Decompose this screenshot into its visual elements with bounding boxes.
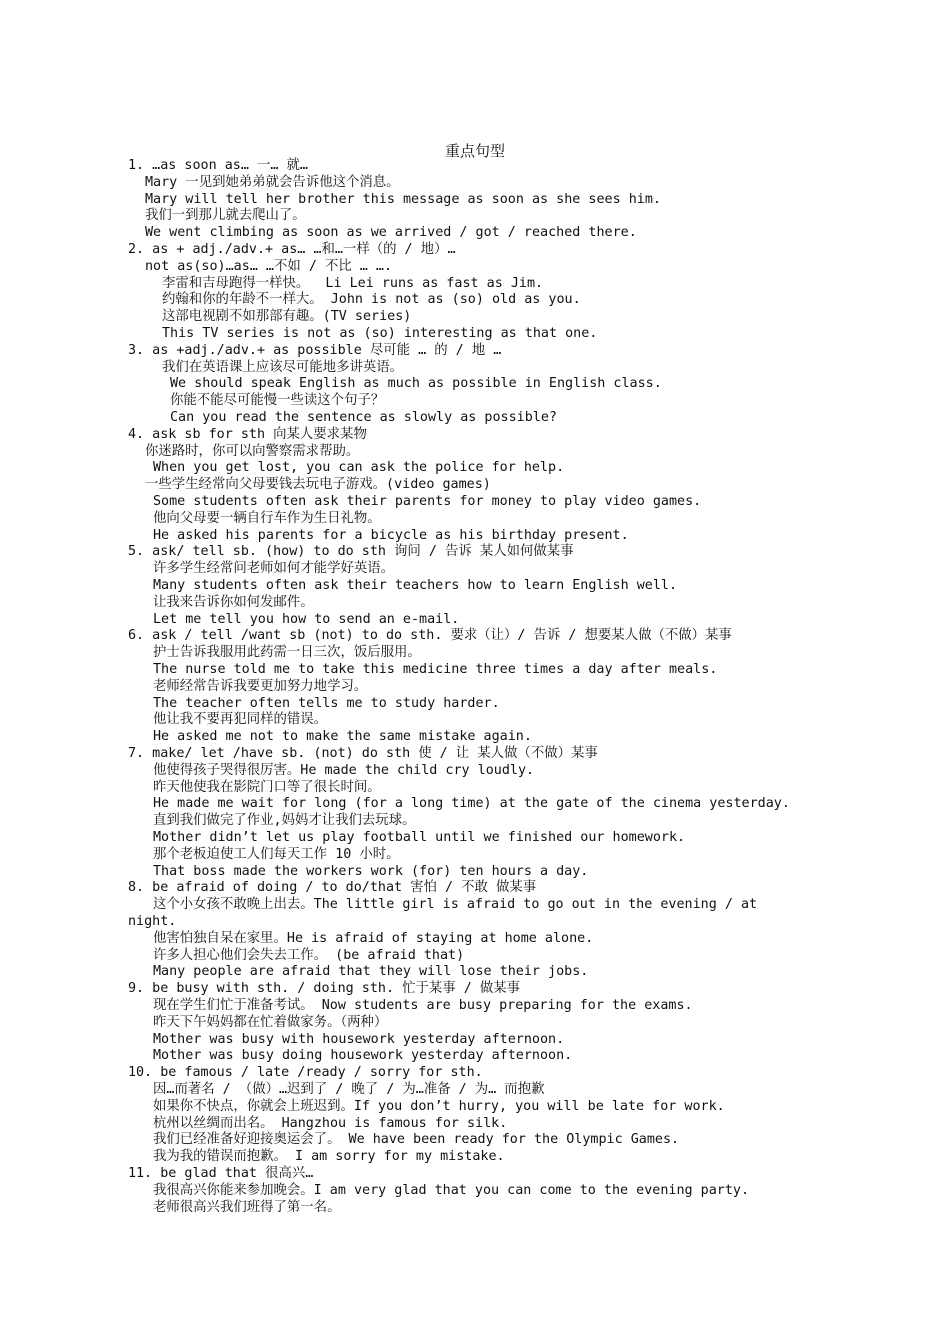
line: Mother was busy with housework yesterday afternoon. [153, 1032, 565, 1047]
line: He made me wait for long (for a long time) at the gate of the cinema yesterday. [153, 796, 790, 811]
line: We should speak English as much as possible in English class. [170, 376, 662, 391]
line: 约翰和你的年龄不一样大。 John is not as (so) old as you. [162, 292, 581, 307]
line: 他向父母要一辆自行车作为生日礼物。 [153, 511, 381, 526]
line: 一些学生经常向父母要钱去玩电子游戏。(video games) [145, 477, 491, 492]
line: 李雷和吉母跑得一样快。 Li Lei runs as fast as Jim. [162, 276, 544, 291]
line: Mother didn’t let us play football until we finished our homework. [153, 830, 686, 845]
line: 你迷路时，你可以向警察需求帮助。 [145, 444, 360, 459]
line: 11. be glad that 很高兴… [128, 1166, 314, 1181]
line: That boss made the workers work (for) ten hours a day. [153, 864, 589, 879]
line: 他使得孩子哭得很厉害。He made the child cry loudly. [153, 763, 535, 778]
line: Many students often ask their teachers how to learn English well. [153, 578, 678, 593]
line: 昨天他使我在影院门口等了很长时间。 [153, 780, 381, 795]
line: 我很高兴你能来参加晚会。I am very glad that you can come to the evening party. [153, 1183, 750, 1198]
line: Mary will tell her brother this message as soon as she sees him. [145, 192, 661, 207]
line: He asked his parents for a bicycle as his birthday present. [153, 528, 629, 543]
line: 他让我不要再犯同样的错误。 [153, 712, 328, 727]
line: night. [128, 914, 177, 929]
line: 让我来告诉你如何发邮件。 [153, 595, 314, 610]
line: 昨天下午妈妈都在忙着做家务。（两种） [153, 1015, 388, 1030]
line: 我为我的错误而抱歉。 I am sorry for my mistake. [153, 1149, 505, 1164]
line: This TV series is not as (so) interesting as that one. [162, 326, 598, 341]
line: Some students often ask their parents for money to play video games. [153, 494, 702, 509]
line: 我们已经准备好迎接奥运会了。 We have been ready for the Olympic Games. [153, 1132, 680, 1147]
line: 老师经常告诉我要更加努力地学习。 [153, 679, 368, 694]
line: not as(so)…as… …不如 / 不比 … …. [145, 259, 393, 274]
line: The teacher often tells me to study harder. [153, 696, 500, 711]
line: Mother was busy doing housework yesterday afternoon. [153, 1048, 573, 1063]
line: When you get lost, you can ask the police for help. [153, 460, 565, 475]
line: Let me tell you how to send an e-mail. [153, 612, 460, 627]
line: 因…而著名 / （做）…迟到了 / 晚了 / 为…准备 / 为… 而抱歉 [153, 1082, 545, 1097]
line: 现在学生们忙于准备考试。 Now students are busy preparing for the exams. [153, 998, 693, 1013]
line: 我们一到那儿就去爬山了。 [145, 208, 306, 223]
line: The nurse told me to take this medicine three times a day after meals. [153, 662, 718, 677]
line: 3. as +adj./adv.+ as possible 尽可能 … 的 / 地 … [128, 343, 502, 358]
line: 5. ask/ tell sb. (how) to do sth 询问 / 告诉 某人如何做某事 [128, 544, 574, 559]
line: 许多学生经常问老师如何才能学好英语。 [153, 561, 395, 576]
line: 9. be busy with sth. / doing sth. 忙于某事 / 做某事 [128, 981, 521, 996]
line: 老师很高兴我们班得了第一名。 [153, 1200, 341, 1215]
line: 这个小女孩不敢晚上出去。The little girl is afraid to go out in the evening / at [153, 897, 758, 912]
line: 护士告诉我服用此药需一日三次，饭后服用。 [153, 645, 421, 660]
line: 4. ask sb for sth 向某人要求某物 [128, 427, 367, 442]
line: 这部电视剧不如那部有趣。(TV series) [162, 309, 412, 324]
line: 1. …as soon as… 一… 就… [128, 158, 308, 173]
line: 我们在英语课上应该尽可能地多讲英语。 [162, 360, 404, 375]
line: 他害怕独自呆在家里。He is afraid of staying at home alone. [153, 931, 594, 946]
line: 10. be famous / late /ready / sorry for sth. [128, 1065, 483, 1080]
line: 许多人担心他们会失去工作。 (be afraid that) [153, 948, 465, 963]
line: 直到我们做完了作业,妈妈才让我们去玩球。 [153, 813, 416, 828]
line: Can you read the sentence as slowly as possible? [170, 410, 557, 425]
line: 你能不能尽可能慢一些读这个句子？ [170, 393, 385, 408]
line: 7. make/ let /have sb. (not) do sth 使 / 让 某人做（不做）某事 [128, 746, 598, 761]
line: He asked me not to make the same mistake again. [153, 729, 532, 744]
line: 那个老板迫使工人们每天工作 10 小时。 [153, 847, 400, 862]
line: 6. ask / tell /want sb (not) to do sth. 要求（让）/ 告诉 / 想要某人做（不做）某事 [128, 628, 732, 643]
line: Many people are afraid that they will lose their jobs. [153, 964, 589, 979]
line: We went climbing as soon as we arrived / got / reached there. [145, 225, 637, 240]
line: 如果你不快点，你就会上班迟到。If you don’t hurry, you will be late for work. [153, 1099, 725, 1114]
page-title: 重点句型 [444, 142, 505, 160]
line: Mary 一见到她弟弟就会告诉他这个消息。 [145, 175, 400, 190]
line: 8. be afraid of doing / to do/that 害怕 / 不敢 做某事 [128, 880, 537, 895]
line: 杭州以丝绸而出名。 Hangzhou is famous for silk. [153, 1116, 508, 1131]
line: 2. as + adj./adv.+ as… …和…一样（的 / 地）… [128, 242, 456, 257]
